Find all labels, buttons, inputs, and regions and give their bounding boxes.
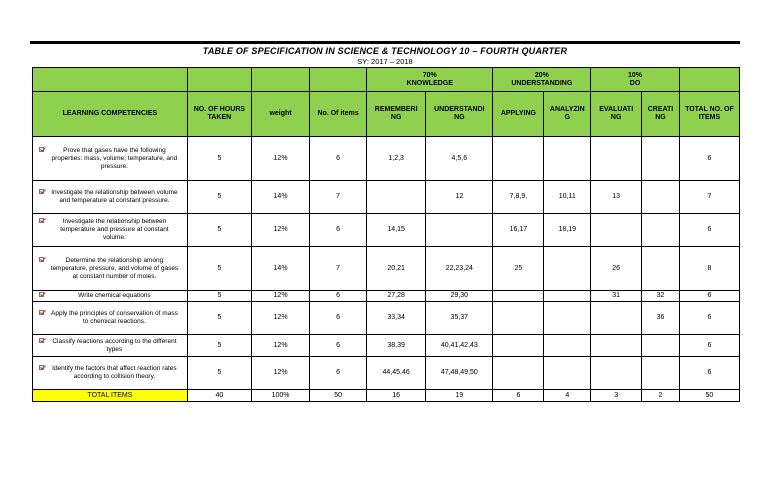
cell-understanding: 47,48,49,50	[426, 357, 493, 390]
col-evaluating: EVALUATI NG	[591, 92, 642, 137]
cell-remembering: 44,45,46	[367, 357, 426, 390]
checkbox-bullet-icon	[39, 189, 46, 195]
checkbox-bullet-icon	[39, 292, 46, 298]
cell-remembering: 14,15	[367, 214, 426, 247]
table-row	[33, 181, 740, 214]
understanding-header	[493, 68, 591, 92]
competency-text: Write chemical equations	[78, 292, 151, 299]
col-remembering: REMEMBERI NG	[367, 92, 426, 137]
cell-evaluating	[591, 137, 642, 181]
col-creating: CREATI NG	[642, 92, 680, 137]
cell-creating	[642, 357, 680, 390]
cell-hours: 5	[187, 214, 251, 247]
total-items-label: TOTAL ITEMS	[33, 390, 188, 402]
cell-items: 6	[310, 357, 367, 390]
cell-total: 6	[679, 137, 739, 181]
cell-hours: 5	[187, 137, 251, 181]
document-title: TABLE OF SPECIFICATION IN SCIENCE & TECHNOLOGY 10 – FOURTH QUARTER	[202, 46, 568, 56]
cell-items: 6	[310, 214, 367, 247]
cell-items: 6	[310, 291, 367, 302]
cell-total: 6	[679, 302, 739, 335]
cell-hours: 5	[187, 335, 251, 357]
table-row	[33, 291, 740, 302]
cell-applying	[493, 302, 544, 335]
cell-creating	[642, 247, 680, 291]
cell-creating	[642, 181, 680, 214]
cell-analyzing	[544, 357, 591, 390]
cell-applying	[493, 291, 544, 302]
cell-remembering: 27,28	[367, 291, 426, 302]
cell-remembering: 38,39	[367, 335, 426, 357]
competency-text: Identify the factors that affect reaction rates according to collision theory.	[52, 365, 177, 380]
cell-understanding: 12	[426, 181, 493, 214]
cell-evaluating: 26	[591, 247, 642, 291]
checkbox-bullet-icon	[39, 338, 46, 344]
col-items: No. Of items	[310, 92, 367, 137]
do-label: DO	[629, 79, 641, 87]
cell-items: 7	[310, 247, 367, 291]
competency-cell	[33, 302, 188, 335]
cell-analyzing	[544, 247, 591, 291]
total-understanding: 19	[426, 390, 493, 402]
cell-understanding: 4,5,6	[426, 137, 493, 181]
cell-evaluating	[591, 214, 642, 247]
table-row	[33, 335, 740, 357]
table-row	[33, 357, 740, 390]
header-row-columns	[33, 92, 740, 137]
competency-cell	[33, 335, 188, 357]
knowledge-pct: 70%	[422, 71, 437, 79]
total-weight: 100%	[252, 390, 310, 402]
cell-analyzing	[544, 335, 591, 357]
cell-total: 8	[679, 247, 739, 291]
col-weight: weight	[252, 92, 310, 137]
cell-applying: 25	[493, 247, 544, 291]
table-row	[33, 247, 740, 291]
col-competencies: LEARNING COMPETENCIES	[33, 92, 188, 137]
cell-creating: 36	[642, 302, 680, 335]
knowledge-header	[367, 68, 493, 92]
cell-analyzing: 10,11	[544, 181, 591, 214]
specification-table	[32, 67, 740, 402]
checkbox-bullet-icon	[39, 310, 46, 316]
total-applying: 6	[493, 390, 544, 402]
checkbox-bullet-icon	[39, 147, 46, 153]
cell-hours: 5	[187, 291, 251, 302]
total-hours: 40	[187, 390, 251, 402]
cell-creating: 32	[642, 291, 680, 302]
cell-applying	[493, 357, 544, 390]
competency-text: Prove that gases have the following properties: mass, volume, temperature, and pressure.	[51, 146, 178, 170]
total-remembering: 16	[367, 390, 426, 402]
col-understanding: UNDERSTANDI NG	[426, 92, 493, 137]
cell-hours: 5	[187, 357, 251, 390]
cell-weight: 12%	[252, 137, 310, 181]
cell-weight: 12%	[252, 335, 310, 357]
cell-creating	[642, 137, 680, 181]
cell-total: 6	[679, 335, 739, 357]
do-pct: 10%	[628, 71, 643, 79]
col-analyzing: ANALYZIN G	[544, 92, 591, 137]
cell-applying: 16,17	[493, 214, 544, 247]
cell-total: 6	[679, 357, 739, 390]
table-row	[33, 302, 740, 335]
cell-hours: 5	[187, 302, 251, 335]
header-row-domains	[33, 68, 740, 92]
checkbox-bullet-icon	[39, 365, 46, 371]
cell-evaluating: 13	[591, 181, 642, 214]
total-analyzing: 4	[544, 390, 591, 402]
cell-weight: 12%	[252, 357, 310, 390]
col-hours: NO. OF HOURS TAKEN	[187, 92, 251, 137]
cell-hours: 5	[187, 181, 251, 214]
cell-remembering: 1,2,3	[367, 137, 426, 181]
do-header	[591, 68, 680, 92]
total-items: 50	[310, 390, 367, 402]
cell-hours: 5	[187, 247, 251, 291]
competency-cell	[33, 247, 188, 291]
cell-evaluating	[591, 335, 642, 357]
competency-cell	[33, 357, 188, 390]
blank-header-cell	[310, 68, 367, 92]
cell-weight: 12%	[252, 291, 310, 302]
total-evaluating: 3	[591, 390, 642, 402]
cell-creating	[642, 335, 680, 357]
cell-understanding: 22,23,24	[426, 247, 493, 291]
cell-understanding: 35,37	[426, 302, 493, 335]
competency-cell	[33, 181, 188, 214]
cell-analyzing	[544, 302, 591, 335]
total-creating: 2	[642, 390, 680, 402]
cell-analyzing	[544, 137, 591, 181]
cell-weight: 14%	[252, 181, 310, 214]
understanding-label: UNDERSTANDING	[511, 79, 573, 87]
cell-weight: 12%	[252, 302, 310, 335]
blank-header-cell	[33, 68, 188, 92]
competency-cell	[33, 214, 188, 247]
cell-remembering: 20,21	[367, 247, 426, 291]
understanding-pct: 20%	[534, 71, 549, 79]
cell-evaluating	[591, 357, 642, 390]
school-year: SY: 2017 – 2018	[357, 57, 413, 66]
competency-text: Determine the relationship among temperature, pressure, and volume of gases at constant number of moles.	[50, 256, 179, 280]
cell-total: 6	[679, 214, 739, 247]
cell-weight: 14%	[252, 247, 310, 291]
table-row	[33, 214, 740, 247]
competency-text: Classify reactions according to the different types	[52, 337, 177, 353]
competency-text: Investigate the relationship between temperature and pressure at constant volume.	[60, 218, 169, 241]
top-rule	[30, 41, 740, 44]
total-total: 50	[679, 390, 739, 402]
cell-items: 7	[310, 181, 367, 214]
cell-items: 6	[310, 335, 367, 357]
table-row	[33, 137, 740, 181]
cell-applying	[493, 335, 544, 357]
competency-cell	[33, 291, 188, 302]
cell-understanding: 29,30	[426, 291, 493, 302]
cell-remembering: 33,34	[367, 302, 426, 335]
competency-text: Apply the principles of conservation of mass to chemical reactions.	[51, 310, 178, 325]
cell-weight: 12%	[252, 214, 310, 247]
cell-items: 6	[310, 302, 367, 335]
cell-evaluating	[591, 302, 642, 335]
col-applying: APPLYING	[493, 92, 544, 137]
col-total: TOTAL NO. OF ITEMS	[679, 92, 739, 137]
total-row	[33, 390, 740, 402]
blank-header-cell	[679, 68, 739, 92]
competency-text: Investigate the relationship between volume and temperature at constant pressure.	[51, 189, 178, 204]
cell-analyzing: 18,19	[544, 214, 591, 247]
cell-total: 6	[679, 291, 739, 302]
cell-evaluating: 31	[591, 291, 642, 302]
knowledge-label: KNOWLEDGE	[406, 79, 453, 87]
table-body	[33, 137, 740, 402]
cell-creating	[642, 214, 680, 247]
blank-header-cell	[187, 68, 251, 92]
cell-applying: 7,8,9,	[493, 181, 544, 214]
cell-total: 7	[679, 181, 739, 214]
cell-understanding	[426, 214, 493, 247]
checkbox-bullet-icon	[39, 218, 46, 224]
cell-applying	[493, 137, 544, 181]
cell-items: 6	[310, 137, 367, 181]
cell-understanding: 40,41,42,43	[426, 335, 493, 357]
competency-cell	[33, 137, 188, 181]
blank-header-cell	[252, 68, 310, 92]
checkbox-bullet-icon	[39, 257, 46, 263]
cell-analyzing	[544, 291, 591, 302]
cell-remembering	[367, 181, 426, 214]
